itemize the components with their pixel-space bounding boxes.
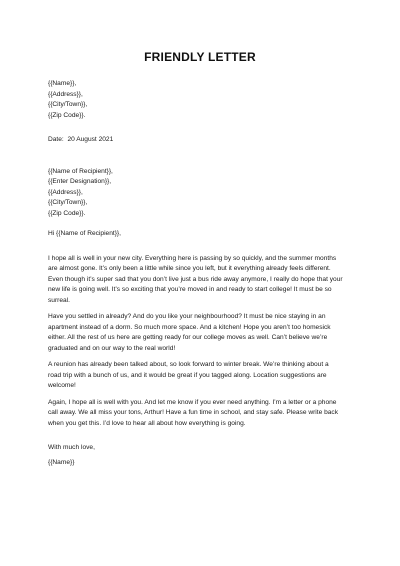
signature: {{Name}} (48, 458, 75, 466)
paragraph (48, 254, 358, 307)
paragraph (48, 312, 358, 354)
paragraph-line: surreal. (48, 296, 70, 304)
letter-body (48, 79, 358, 468)
recipient-street: {{Address}}, (48, 188, 83, 196)
paragraph-line: new life is going well. It’s so exciting that you’re moved in and ready to start college! It must be so (48, 286, 332, 293)
recipient-address (48, 167, 358, 220)
paragraph-line: either. All the rest of us here are getting ready for our college moves as well. Can’t believe we’re (48, 334, 328, 341)
paragraph-line: road trip with a bunch of us, and it would be great if you tagged along. Location suggestions are (48, 371, 327, 379)
paragraph-line: welcome! (48, 382, 76, 389)
closing: With much love, (48, 444, 95, 451)
recipient-designation: {{Enter Designation}}, (48, 178, 112, 185)
sender-name: {{Name}}, (48, 80, 77, 87)
date-label: Date: (48, 136, 64, 143)
paragraph-line: graduated and on our way to the real world! (48, 344, 176, 352)
recipient-name: {{Name of Recipient}}, (48, 167, 113, 175)
sender-address (48, 79, 358, 121)
paragraph-line: apartment instead of a dorm. So much more space. And a kitchen! Hope you aren’t too homesick (48, 323, 331, 331)
paragraph-line: I hope all is well in your new city. Everything here is passing by so quickly, and the summer months (48, 254, 337, 262)
sender-zip: {{Zip Code}}. (48, 111, 86, 119)
page-title: FRIENDLY LETTER (144, 50, 256, 64)
paragraph-line: are almost gone. It’s only been a little while since you left, but it everything already feels different. (48, 265, 331, 272)
greeting: Hi {{Name of Recipient}}, (48, 230, 121, 237)
paragraph (48, 360, 358, 392)
paragraph-line: Again, I hope all is well with you. And let me know if you ever need anything. I’m a letter or a phone (48, 398, 337, 406)
paragraph (48, 398, 358, 430)
paragraph-line: Have you settled in already? And do you like your neighbourhood? It must be nice staying in an (48, 313, 326, 320)
paragraph-line: call away. We all miss your tons, Arthur! Have a fun time in school, and stay safe. Please write back (48, 409, 339, 416)
date-value: 20 August 2021 (67, 136, 114, 143)
sender-street: {{Address}}, (48, 90, 83, 98)
paragraph-line: when you get this. I’d love to hear all about how everything is going. (48, 419, 246, 427)
paragraph-line: A reunion has already been talked about, so look forward to winter break. We’re thinking about a (48, 361, 329, 368)
recipient-zip: {{Zip Code}}. (48, 209, 86, 217)
sender-city: {{City/Town}}, (48, 101, 88, 108)
paragraph-line: Even though it’s super sad that you don’t live just a bus ride away anymore, I really do hope that your (48, 275, 343, 283)
recipient-city: {{City/Town}}, (48, 199, 88, 206)
date-line (48, 135, 358, 146)
